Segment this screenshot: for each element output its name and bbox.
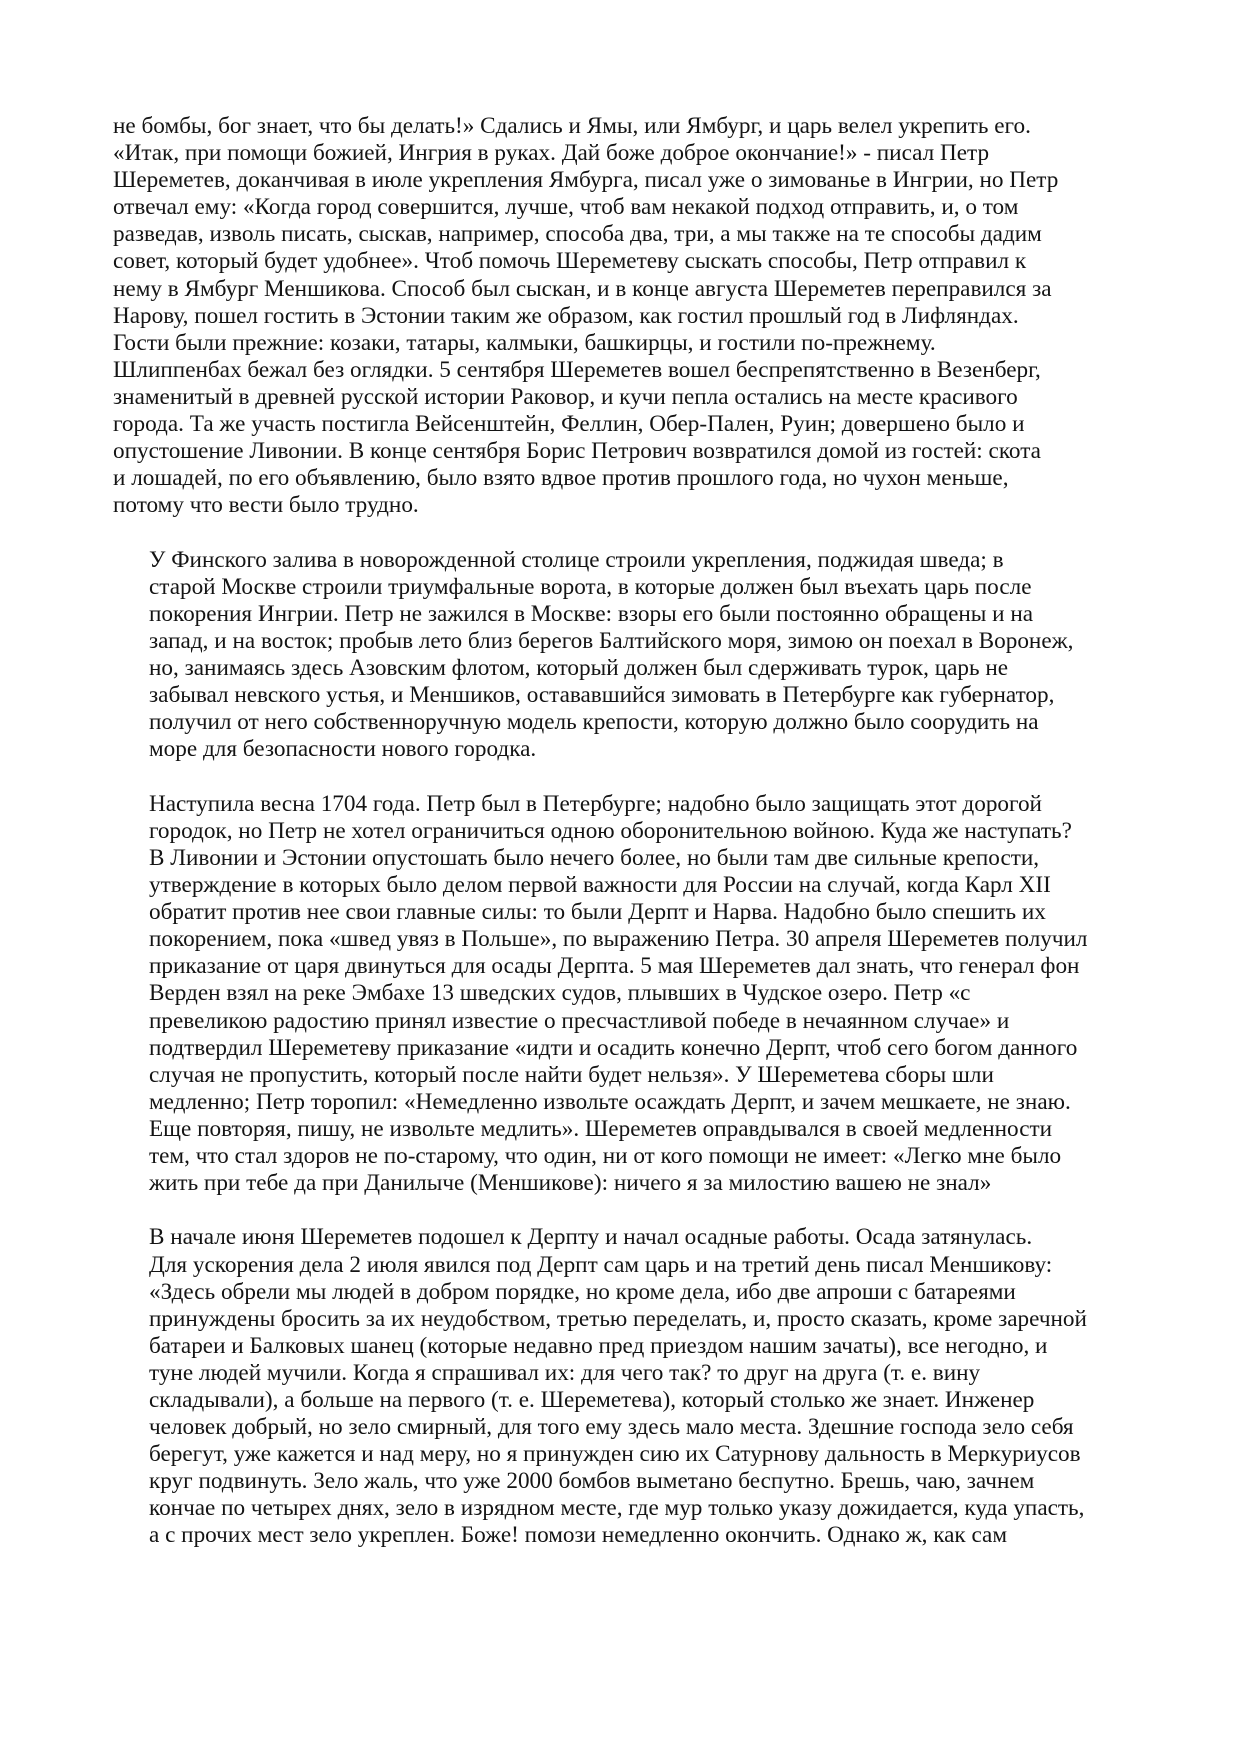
document-body: [113, 113, 1133, 1550]
text-line: В начале июня Шереметев подошел к Дерпту и начал осадные работы. Осада затянулась.: [149, 1224, 1033, 1251]
text-line: берегут, уже кажется и над меру, но я принужден сию их Сатурнову дальность в Меркуриусов: [149, 1441, 1081, 1468]
text-line: а с прочих мест зело укреплен. Боже! помози немедленно окончить. Однако ж, как сам: [149, 1522, 1008, 1549]
text-line: потому что вести было трудно.: [113, 492, 419, 519]
text-line: принуждены бросить за их неудобством, третью переделать, и, просто сказать, кроме заречной: [149, 1305, 1087, 1332]
text-line: опустошение Ливонии. В конце сентября Борис Петрович возвратился домой из гостей: скота: [113, 438, 1041, 465]
text-line: круг подвинуть. Зело жаль, что уже 2000 бомбов выметано беспутно. Брешь, чаю, зачнем: [149, 1468, 1035, 1495]
text-line: Шереметев, доканчивая в июле укрепления Ямбурга, писал уже о зимованье в Ингрии, но Петр: [113, 167, 1059, 194]
text-line: обратит против нее свои главные силы: то были Дерпт и Нарва. Надобно было спешить их: [149, 899, 1046, 926]
text-line: В Ливонии и Эстонии опустошать было нечего более, но были там две сильные крепости,: [149, 844, 1040, 871]
text-line: забывал невского устья, и Меншиков, остававшийся зимовать в Петербурге как губернатор,: [149, 682, 1055, 709]
paragraph: [113, 113, 1133, 519]
text-line: жить при тебе да при Данилыче (Меншикове): ничего я за милостию вашею не знал»: [149, 1170, 992, 1197]
text-line: случая не пропустить, который после найти будет нельзя». У Шереметева сборы шли: [149, 1061, 994, 1088]
text-line: нему в Ямбург Меншикова. Способ был сыскан, и в конце августа Шереметев переправился за: [113, 275, 1052, 302]
text-line: покорением, пока «швед увяз в Польше», по выражению Петра. 30 апреля Шереметев получил: [149, 926, 1088, 953]
text-line: человек добрый, но зело смирный, для того ему здесь мало места. Здешние господа зело себя: [149, 1414, 1074, 1441]
text-line: старой Москве строили триумфальные ворота, в которые должен был въехать царь после: [149, 573, 1032, 600]
text-line: Шлиппенбах бежал без оглядки. 5 сентября Шереметев вошел беспрепятственно в Везенберг,: [113, 356, 1041, 383]
text-line: «Итак, при помощи божией, Ингрия в руках. Дай боже доброе окончание!» - писал Петр: [113, 140, 990, 167]
text-line: получил от него собственноручную модель крепости, которую должно было соорудить на: [149, 709, 1039, 736]
text-line: Верден взял на реке Эмбахе 13 шведских судов, плывших в Чудское озеро. Петр «с: [149, 980, 971, 1007]
text-line: знаменитый в древней русской истории Раковор, и кучи пепла остались на месте красивого: [113, 383, 1018, 410]
text-line: кончае по четырех днях, зело в изрядном месте, где мур только указу дожидается, куда упасть,: [149, 1495, 1085, 1522]
text-line: запад, и на восток; пробыв лето близ берегов Балтийского моря, зимою он поехал в Воронеж,: [149, 627, 1074, 654]
text-line: города. Та же участь постигла Вейсенштейн, Феллин, Обер-Пален, Руин; довершено было и: [113, 411, 1025, 438]
text-line: Гости были прежние: козаки, татары, калмыки, башкирцы, и гостили по-прежнему.: [113, 329, 936, 356]
text-line: «Здесь обрели мы людей в добром порядке, но кроме дела, ибо две апроши с батареями: [149, 1278, 1016, 1305]
text-line: Для ускорения дела 2 июля явился под Дерпт сам царь и на третий день писал Меншикову:: [149, 1251, 1053, 1278]
text-line: У Финского залива в новорожденной столице строили укрепления, поджидая шведа; в: [149, 546, 1004, 573]
text-line: разведав, изволь писать, сыскав, например, способа два, три, а мы также на те способы дадим: [113, 221, 1042, 248]
text-line: отвечал ему: «Когда город совершится, лучше, чтоб вам некакой подход отправить, и, о том: [113, 194, 1019, 221]
text-line: превеликою радостию принял известие о пресчастливой победе в нечаянном случае» и: [149, 1007, 1010, 1034]
text-line: и лошадей, по его объявлению, было взято вдвое против прошлого года, но чухон меньше,: [113, 465, 1009, 492]
text-line: приказание от царя двинуться для осады Дерпта. 5 мая Шереметев дал знать, что генерал фон: [149, 953, 1080, 980]
text-line: тем, что стал здоров не по-старому, что один, ни от кого помощи не имеет: «Легко мне было: [149, 1142, 1062, 1169]
text-line: покорения Ингрии. Петр не зажился в Москве: взоры его были постоянно обращены и на: [149, 600, 1034, 627]
text-line: но, занимаясь здесь Азовским флотом, который должен был сдерживать турок, царь не: [149, 655, 1009, 682]
paragraph: [113, 547, 1133, 764]
text-line: Наступила весна 1704 года. Петр был в Петербурге; надобно было защищать этот дорогой: [149, 790, 1042, 817]
paragraph: [113, 791, 1133, 1197]
text-line: Еще повторяя, пишу, не извольте медлить». Шереметев оправдывался в своей медленности: [149, 1115, 1053, 1142]
paragraph: [113, 1224, 1133, 1549]
text-line: утверждение в которых было делом первой важности для России на случай, когда Карл XII: [149, 872, 1051, 899]
text-line: батареи и Балковых шанец (которые недавно пред приездом нашим зачаты), все негодно, и: [149, 1332, 1048, 1359]
text-line: Нарову, пошел гостить в Эстонии таким же образом, как гостил прошлый год в Лифляндах.: [113, 302, 1019, 329]
text-line: туне людей мучили. Когда я спрашивал их: для чего так? то друг на друга (т. е. вину: [149, 1359, 981, 1386]
text-line: море для безопасности нового городка.: [149, 736, 537, 763]
text-line: складывали), а больше на первого (т. е. Шереметева), который столько же знает. Инженер: [149, 1387, 1035, 1414]
text-line: подтвердил Шереметеву приказание «идти и осадить конечно Дерпт, чтоб сего богом данного: [149, 1034, 1078, 1061]
text-line: не бомбы, бог знает, что бы делать!» Сдались и Ямы, или Ямбург, и царь велел укрепить его.: [113, 113, 1031, 139]
text-line: совет, который будет удобнее». Чтоб помочь Шереметеву сыскать способы, Петр отправил к: [113, 248, 1027, 275]
text-line: городок, но Петр не хотел ограничиться одною оборонительною войною. Куда же наступать?: [149, 817, 1072, 844]
text-line: медленно; Петр торопил: «Немедленно извольте осаждать Дерпт, и зачем мешкаете, не знаю.: [149, 1088, 1071, 1115]
